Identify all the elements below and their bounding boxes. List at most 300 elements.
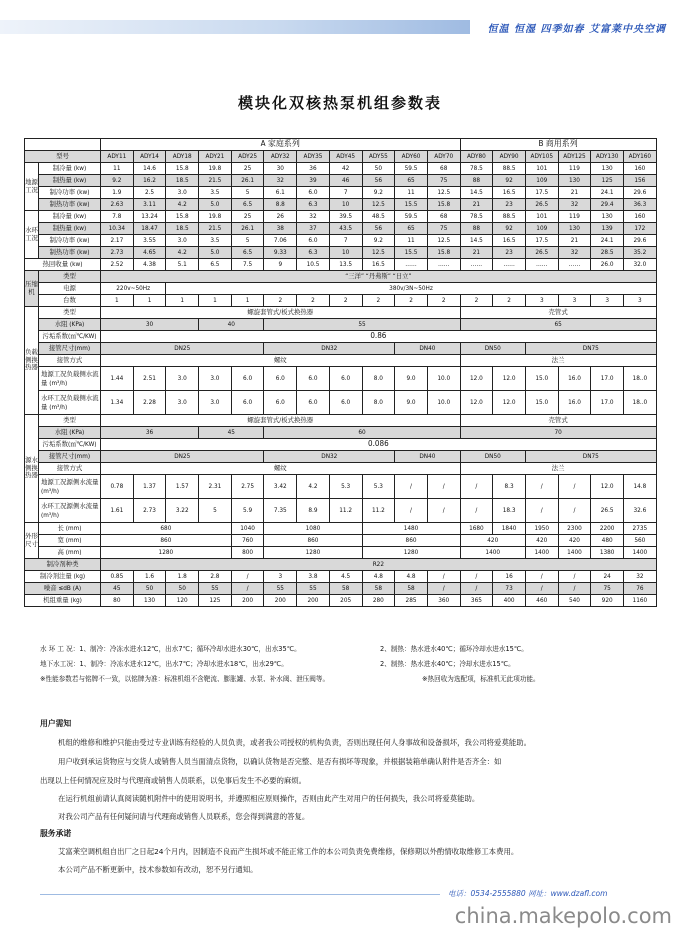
value-cell: 11.2 bbox=[329, 499, 362, 523]
value-cell: 2.75 bbox=[231, 475, 264, 499]
value-cell: 21 bbox=[460, 199, 493, 211]
value-cell: 42 bbox=[329, 163, 362, 175]
value-cell: 130 bbox=[558, 175, 591, 187]
value-cell: 3 bbox=[591, 295, 624, 307]
value-cell: 50 bbox=[166, 583, 199, 595]
value-cell: 92 bbox=[493, 175, 526, 187]
value-cell: 4.2 bbox=[166, 247, 199, 259]
value-cell: 10 bbox=[329, 199, 362, 211]
row-label: 电源 bbox=[39, 283, 101, 295]
value-cell: 65 bbox=[395, 223, 428, 235]
value-cell: 3.0 bbox=[166, 367, 199, 391]
value-cell: 6.0 bbox=[297, 187, 330, 199]
value-cell: 32 bbox=[297, 211, 330, 223]
value-cell: 15.8 bbox=[427, 199, 460, 211]
value-cell: 1.57 bbox=[166, 475, 199, 499]
value-cell: 78.5 bbox=[460, 163, 493, 175]
table-cell: 60 bbox=[264, 427, 460, 439]
value-cell: 9 bbox=[264, 259, 297, 271]
value-cell: 1 bbox=[133, 295, 166, 307]
note-water-ring: 水 环 工 况：1、制冷：冷冻水进水12℃，出水7℃；循环冷却水进水30℃，出水35℃。 bbox=[40, 645, 301, 653]
value-cell: 19.8 bbox=[199, 211, 232, 223]
footer-line bbox=[40, 894, 440, 895]
value-cell: 46 bbox=[329, 175, 362, 187]
value-cell: 13.24 bbox=[133, 211, 166, 223]
value-cell: 15.5 bbox=[395, 247, 428, 259]
value-cell: 29.6 bbox=[624, 187, 657, 199]
value-cell: 4.2 bbox=[166, 199, 199, 211]
value-cell: 3.22 bbox=[166, 499, 199, 523]
table-row bbox=[25, 571, 657, 583]
value-cell: 16.0 bbox=[558, 391, 591, 415]
banner-band bbox=[0, 20, 470, 34]
value-cell: 1.9 bbox=[101, 187, 134, 199]
table-cell: 760 bbox=[231, 535, 264, 547]
table-cell: 420 bbox=[460, 535, 525, 547]
value-cell: 5.3 bbox=[329, 475, 362, 499]
value-cell: 2 bbox=[395, 295, 428, 307]
value-cell: 10.0 bbox=[427, 391, 460, 415]
value-cell: 172 bbox=[624, 223, 657, 235]
table-row bbox=[25, 355, 657, 367]
value-cell: 3.0 bbox=[199, 367, 232, 391]
value-cell: 6.1 bbox=[264, 187, 297, 199]
table-cell bbox=[25, 139, 101, 151]
table-cell: 1040 bbox=[231, 523, 264, 535]
value-cell: 55 bbox=[297, 583, 330, 595]
value-cell: 5 bbox=[231, 235, 264, 247]
value-cell: 29.6 bbox=[624, 235, 657, 247]
value-cell: 6.3 bbox=[297, 247, 330, 259]
value-cell: 88.5 bbox=[493, 163, 526, 175]
value-cell: 7.06 bbox=[264, 235, 297, 247]
value-cell: 73 bbox=[493, 583, 526, 595]
value-cell: 10 bbox=[329, 247, 362, 259]
value-cell: 2 bbox=[460, 295, 493, 307]
row-label: 机组重量 (kg) bbox=[25, 595, 101, 607]
value-cell: 3.0 bbox=[199, 391, 232, 415]
value-cell: / bbox=[558, 475, 591, 499]
value-cell: 3.55 bbox=[133, 235, 166, 247]
value-cell: 9.2 bbox=[362, 235, 395, 247]
header-slogan: 恒温 恒湿 四季如春 艾富莱中央空调 bbox=[487, 24, 666, 35]
table-cell: 0.086 bbox=[101, 439, 657, 451]
value-cell: 68 bbox=[427, 211, 460, 223]
value-cell: 6.0 bbox=[297, 235, 330, 247]
value-cell: 16 bbox=[493, 571, 526, 583]
table-cell: 1400 bbox=[460, 547, 525, 559]
row-label: 热回收量 (kw) bbox=[25, 259, 101, 271]
table-cell: 螺纹 bbox=[101, 463, 461, 475]
table-cell: 680 bbox=[101, 523, 232, 535]
table-cell: 65 bbox=[460, 319, 656, 331]
value-cell: 11.2 bbox=[362, 499, 395, 523]
value-cell: 12.0 bbox=[460, 391, 493, 415]
value-cell: 2 bbox=[427, 295, 460, 307]
table-cell: 法兰 bbox=[460, 355, 656, 367]
value-cell: 6.3 bbox=[297, 199, 330, 211]
value-cell: / bbox=[460, 475, 493, 499]
value-cell: 26.1 bbox=[231, 175, 264, 187]
user-notice-p1: 机组的维修和维护只能由受过专业训练有经验的人员负责，或者我公司授权的机构负责，否则出现任何人身事故和设备损坏，我公司将爱莫能助。 bbox=[58, 738, 532, 747]
table-cell: 0.86 bbox=[101, 331, 657, 343]
value-cell: 160 bbox=[624, 211, 657, 223]
table-row bbox=[25, 271, 657, 283]
value-cell: 16.5 bbox=[493, 187, 526, 199]
table-row bbox=[25, 415, 657, 427]
table-row bbox=[25, 595, 657, 607]
table-row bbox=[25, 283, 657, 295]
value-cell: 2.31 bbox=[199, 475, 232, 499]
table-row bbox=[25, 295, 657, 307]
value-cell: / bbox=[395, 499, 428, 523]
table-row bbox=[25, 175, 657, 187]
table-cell: 70 bbox=[460, 427, 656, 439]
value-cell: 7.8 bbox=[101, 211, 134, 223]
value-cell: 24.1 bbox=[591, 235, 624, 247]
table-row bbox=[25, 451, 657, 463]
value-cell: 88.5 bbox=[493, 211, 526, 223]
value-cell: 125 bbox=[591, 175, 624, 187]
value-cell: 1.8 bbox=[166, 571, 199, 583]
value-cell: 28.5 bbox=[591, 247, 624, 259]
value-cell: 36 bbox=[297, 163, 330, 175]
row-label: 台数 bbox=[39, 295, 101, 307]
value-cell: 18.3 bbox=[493, 499, 526, 523]
value-cell: 75 bbox=[427, 175, 460, 187]
value-cell: 120 bbox=[166, 595, 199, 607]
value-cell: / bbox=[231, 571, 264, 583]
table-row bbox=[25, 391, 657, 415]
table-cell: 2735 bbox=[624, 523, 657, 535]
value-cell: 1.44 bbox=[101, 367, 134, 391]
value-cell: 21 bbox=[558, 235, 591, 247]
value-cell: 12.0 bbox=[493, 367, 526, 391]
value-cell: 25 bbox=[231, 211, 264, 223]
value-cell: 56 bbox=[362, 223, 395, 235]
model-cell: ADY11 bbox=[101, 151, 134, 163]
table-cell: 560 bbox=[624, 535, 657, 547]
value-cell: 4.8 bbox=[395, 571, 428, 583]
row-label: 制热量 (kw) bbox=[39, 223, 101, 235]
value-cell: 9.33 bbox=[264, 247, 297, 259]
watermark-text: china.makepolo.com bbox=[454, 904, 672, 928]
row-label: 制冷剂注量 (kg) bbox=[25, 571, 101, 583]
row-label: 制热功率 (kw) bbox=[39, 199, 101, 211]
value-cell: 10.0 bbox=[427, 367, 460, 391]
model-cell: ADY18 bbox=[166, 151, 199, 163]
value-cell: 13.5 bbox=[329, 259, 362, 271]
footer-contact: 电话：0534-2555880 网址：www.dzafl.com bbox=[448, 889, 608, 898]
table-cell: 螺纹 bbox=[101, 355, 461, 367]
value-cell: 1 bbox=[231, 295, 264, 307]
value-cell: 14.8 bbox=[624, 475, 657, 499]
value-cell: 200 bbox=[264, 595, 297, 607]
table-cell: 1950 bbox=[525, 523, 558, 535]
table-cell: 1400 bbox=[624, 547, 657, 559]
table-cell: 860 bbox=[362, 535, 460, 547]
service-p2: 本公司产品不断更新中，技术参数如有改动，恕不另行通知。 bbox=[58, 865, 258, 874]
value-cell: 18.5 bbox=[166, 175, 199, 187]
value-cell: 58 bbox=[362, 583, 395, 595]
note-remark: ※性能参数若与铭牌不一致，以铭牌为准：标准机组不含靶流、膨胀罐、水泵、补水阀、泄压阀等。 bbox=[40, 675, 330, 683]
note-ground: 地下水工况：1、制冷：冷冻水进水12℃，出水7℃；冷却水进水18℃，出水29℃。 bbox=[40, 660, 288, 668]
value-cell: / bbox=[427, 475, 460, 499]
value-cell: 92 bbox=[493, 223, 526, 235]
row-label: 长 (mm) bbox=[39, 523, 101, 535]
value-cell: 58 bbox=[329, 583, 362, 595]
table-cell: 1680 bbox=[460, 523, 493, 535]
value-cell: 2.73 bbox=[101, 247, 134, 259]
value-cell: 109 bbox=[525, 223, 558, 235]
section-ground: 地源工况 bbox=[25, 163, 39, 211]
value-cell: 6.5 bbox=[199, 259, 232, 271]
value-cell: 0.85 bbox=[101, 571, 134, 583]
value-cell: 9.0 bbox=[395, 391, 428, 415]
table-cell: “三洋” “丹弗斯” “日立” bbox=[101, 271, 657, 283]
value-cell: 59.5 bbox=[395, 211, 428, 223]
value-cell: 75 bbox=[427, 223, 460, 235]
value-cell: 6.5 bbox=[231, 199, 264, 211]
note-remark-2: ※热回收为选配项，标准机无此项功能。 bbox=[422, 675, 540, 683]
user-notice-p3: 在运行机组前请认真阅读随机附件中的使用说明书，并遵照相应原则操作，否则由此产生对用户的任何损失，我公司将爱莫能助。 bbox=[58, 794, 480, 803]
user-notice-p2a: 用户收到承运货物应与交货人或销售人员当面清点货物，以确认货物是否完整、是否有损坏等现象，并根据装箱单确认附件是否齐全：如 bbox=[58, 757, 502, 766]
table-row bbox=[25, 583, 657, 595]
table-cell: 220v~50Hz bbox=[101, 283, 166, 295]
service-p1: 艾富莱空调机组自出厂之日起24个月内，因制造不良而产生损坏或不能正常工作的本公司负责免费维修，保修期以外酌情收取维修工本费用。 bbox=[58, 847, 519, 856]
table-row bbox=[25, 163, 657, 175]
value-cell: 8.3 bbox=[493, 475, 526, 499]
value-cell: 88 bbox=[460, 175, 493, 187]
value-cell: 2 bbox=[362, 295, 395, 307]
value-cell: 21 bbox=[558, 187, 591, 199]
value-cell: 6.0 bbox=[231, 391, 264, 415]
section-dims: 外形尺寸 bbox=[25, 523, 39, 559]
value-cell: / bbox=[558, 499, 591, 523]
table-cell: 860 bbox=[101, 535, 232, 547]
value-cell: 3 bbox=[264, 571, 297, 583]
value-cell: 9.0 bbox=[395, 367, 428, 391]
value-cell: 4.5 bbox=[329, 571, 362, 583]
value-cell: 4.38 bbox=[133, 259, 166, 271]
table-cell: 1280 bbox=[264, 547, 362, 559]
value-cell: 17.0 bbox=[591, 367, 624, 391]
value-cell: 5.0 bbox=[199, 199, 232, 211]
table-cell: 1400 bbox=[558, 547, 591, 559]
value-cell: 29.4 bbox=[591, 199, 624, 211]
value-cell: 55 bbox=[199, 583, 232, 595]
model-cell: ADY160 bbox=[624, 151, 657, 163]
value-cell: 2 bbox=[329, 295, 362, 307]
value-cell: 5 bbox=[231, 187, 264, 199]
value-cell: 15.8 bbox=[166, 211, 199, 223]
row-label: 接管方式 bbox=[39, 355, 101, 367]
table-row bbox=[25, 247, 657, 259]
value-cell: 3.5 bbox=[199, 235, 232, 247]
row-label: 噪音 ≤dB (A) bbox=[25, 583, 101, 595]
row-label: 类型 bbox=[39, 415, 101, 427]
model-cell: ADY21 bbox=[199, 151, 232, 163]
value-cell: 8.0 bbox=[362, 391, 395, 415]
value-cell: 5.1 bbox=[166, 259, 199, 271]
value-cell: …… bbox=[395, 259, 428, 271]
value-cell: 36.3 bbox=[624, 199, 657, 211]
value-cell: 50 bbox=[133, 583, 166, 595]
value-cell: 26.5 bbox=[591, 499, 624, 523]
value-cell: 3.5 bbox=[199, 187, 232, 199]
value-cell: 160 bbox=[624, 163, 657, 175]
value-cell: 119 bbox=[558, 163, 591, 175]
model-cell: ADY45 bbox=[329, 151, 362, 163]
value-cell: 32 bbox=[264, 175, 297, 187]
value-cell: / bbox=[427, 499, 460, 523]
value-cell: / bbox=[427, 583, 460, 595]
table-cell: DN75 bbox=[525, 343, 656, 355]
row-label: 接管尺寸(mm) bbox=[39, 451, 101, 463]
row-label: 接管方式 bbox=[39, 463, 101, 475]
value-cell: 2 bbox=[493, 295, 526, 307]
value-cell: 30 bbox=[264, 163, 297, 175]
value-cell: 2 bbox=[297, 295, 330, 307]
table-cell: 30 bbox=[101, 319, 199, 331]
value-cell: 5 bbox=[199, 499, 232, 523]
value-cell: 2.51 bbox=[133, 367, 166, 391]
row-label: 地源工况源侧水流量 (m³/h) bbox=[39, 475, 101, 499]
table-cell: 螺旋套管式/板式换热器 bbox=[101, 307, 461, 319]
value-cell: / bbox=[558, 583, 591, 595]
row-label: 宽 (mm) bbox=[39, 535, 101, 547]
value-cell: 920 bbox=[591, 595, 624, 607]
value-cell: 119 bbox=[558, 211, 591, 223]
table-cell: 1280 bbox=[101, 547, 232, 559]
table-row bbox=[25, 463, 657, 475]
value-cell: 8.8 bbox=[264, 199, 297, 211]
value-cell: 5.0 bbox=[199, 247, 232, 259]
value-cell: 130 bbox=[591, 163, 624, 175]
value-cell: 12.0 bbox=[460, 367, 493, 391]
value-cell: 4.8 bbox=[362, 571, 395, 583]
value-cell: 55 bbox=[264, 583, 297, 595]
value-cell: 15.8 bbox=[427, 247, 460, 259]
value-cell: 68 bbox=[427, 163, 460, 175]
value-cell: / bbox=[231, 583, 264, 595]
table-row bbox=[25, 151, 657, 163]
value-cell: 32 bbox=[624, 571, 657, 583]
model-cell: ADY80 bbox=[460, 151, 493, 163]
value-cell: 1 bbox=[166, 295, 199, 307]
table-cell: 螺旋套管式/板式换热器 bbox=[101, 415, 461, 427]
table-cell: DN75 bbox=[525, 451, 656, 463]
value-cell: 39 bbox=[297, 175, 330, 187]
series-commercial: B 商用系列 bbox=[460, 139, 656, 151]
value-cell: 24 bbox=[591, 571, 624, 583]
value-cell: 16.5 bbox=[362, 259, 395, 271]
value-cell: 3.42 bbox=[264, 475, 297, 499]
value-cell: 2.52 bbox=[101, 259, 134, 271]
table-cell: 480 bbox=[591, 535, 624, 547]
value-cell: 1.34 bbox=[101, 391, 134, 415]
value-cell: 2.17 bbox=[101, 235, 134, 247]
value-cell: / bbox=[460, 571, 493, 583]
value-cell: …… bbox=[558, 259, 591, 271]
model-cell: ADY32 bbox=[264, 151, 297, 163]
value-cell: 26.5 bbox=[525, 199, 558, 211]
value-cell: 14.5 bbox=[460, 187, 493, 199]
value-cell: / bbox=[460, 583, 493, 595]
row-label: 类型 bbox=[39, 271, 101, 283]
value-cell: 3.0 bbox=[166, 391, 199, 415]
table-row bbox=[25, 559, 657, 571]
value-cell: 56 bbox=[362, 175, 395, 187]
table-cell: 壳管式 bbox=[460, 307, 656, 319]
value-cell: 15.0 bbox=[525, 367, 558, 391]
table-row bbox=[25, 259, 657, 271]
value-cell: 6.0 bbox=[264, 367, 297, 391]
table-cell: 420 bbox=[558, 535, 591, 547]
table-row bbox=[25, 523, 657, 535]
table-cell: DN40 bbox=[395, 343, 460, 355]
value-cell: 32.6 bbox=[624, 499, 657, 523]
value-cell: …… bbox=[427, 259, 460, 271]
row-label: 水阻 (KPa) bbox=[39, 427, 101, 439]
value-cell: 6.0 bbox=[329, 367, 362, 391]
model-cell: ADY25 bbox=[231, 151, 264, 163]
table-cell: DN40 bbox=[395, 451, 460, 463]
table-cell: DN50 bbox=[460, 451, 525, 463]
value-cell: 3 bbox=[558, 295, 591, 307]
value-cell: 16.0 bbox=[558, 367, 591, 391]
table-row bbox=[25, 235, 657, 247]
table-row bbox=[25, 535, 657, 547]
value-cell: 12.0 bbox=[493, 391, 526, 415]
table-row bbox=[25, 547, 657, 559]
value-cell: / bbox=[525, 571, 558, 583]
table-cell: 2200 bbox=[591, 523, 624, 535]
value-cell: 12.5 bbox=[362, 247, 395, 259]
value-cell: 11 bbox=[395, 235, 428, 247]
value-cell: 2.73 bbox=[133, 499, 166, 523]
value-cell: 6.5 bbox=[231, 247, 264, 259]
note-water-ring-2: 2、制热：热水进水40℃；循环冷却水进水15℃。 bbox=[380, 645, 528, 653]
value-cell: 6.0 bbox=[329, 391, 362, 415]
table-cell: DN32 bbox=[264, 451, 395, 463]
value-cell: 65 bbox=[395, 175, 428, 187]
value-cell: 6.0 bbox=[264, 391, 297, 415]
value-cell: 14.6 bbox=[133, 163, 166, 175]
value-cell: 16.2 bbox=[133, 175, 166, 187]
table-cell: 壳管式 bbox=[460, 415, 656, 427]
table-row bbox=[25, 499, 657, 523]
table-cell: 1400 bbox=[525, 547, 558, 559]
row-label: 类型 bbox=[39, 307, 101, 319]
row-label: 接管尺寸(mm) bbox=[39, 343, 101, 355]
value-cell: 32 bbox=[558, 247, 591, 259]
value-cell: 26 bbox=[264, 211, 297, 223]
row-label: 制冷量 (kw) bbox=[39, 211, 101, 223]
value-cell: 6.0 bbox=[297, 367, 330, 391]
value-cell: 200 bbox=[231, 595, 264, 607]
row-label: 制冷量 (kw) bbox=[39, 163, 101, 175]
value-cell: 7 bbox=[329, 235, 362, 247]
service-heading: 服务承诺 bbox=[40, 829, 72, 838]
model-cell: ADY125 bbox=[558, 151, 591, 163]
table-cell: 380v/3N~50Hz bbox=[166, 283, 656, 295]
value-cell: 78.5 bbox=[460, 211, 493, 223]
row-label: 高 (mm) bbox=[39, 547, 101, 559]
row-label: 制冷功率 (kw) bbox=[39, 235, 101, 247]
value-cell: 360 bbox=[427, 595, 460, 607]
value-cell: 17.5 bbox=[525, 187, 558, 199]
